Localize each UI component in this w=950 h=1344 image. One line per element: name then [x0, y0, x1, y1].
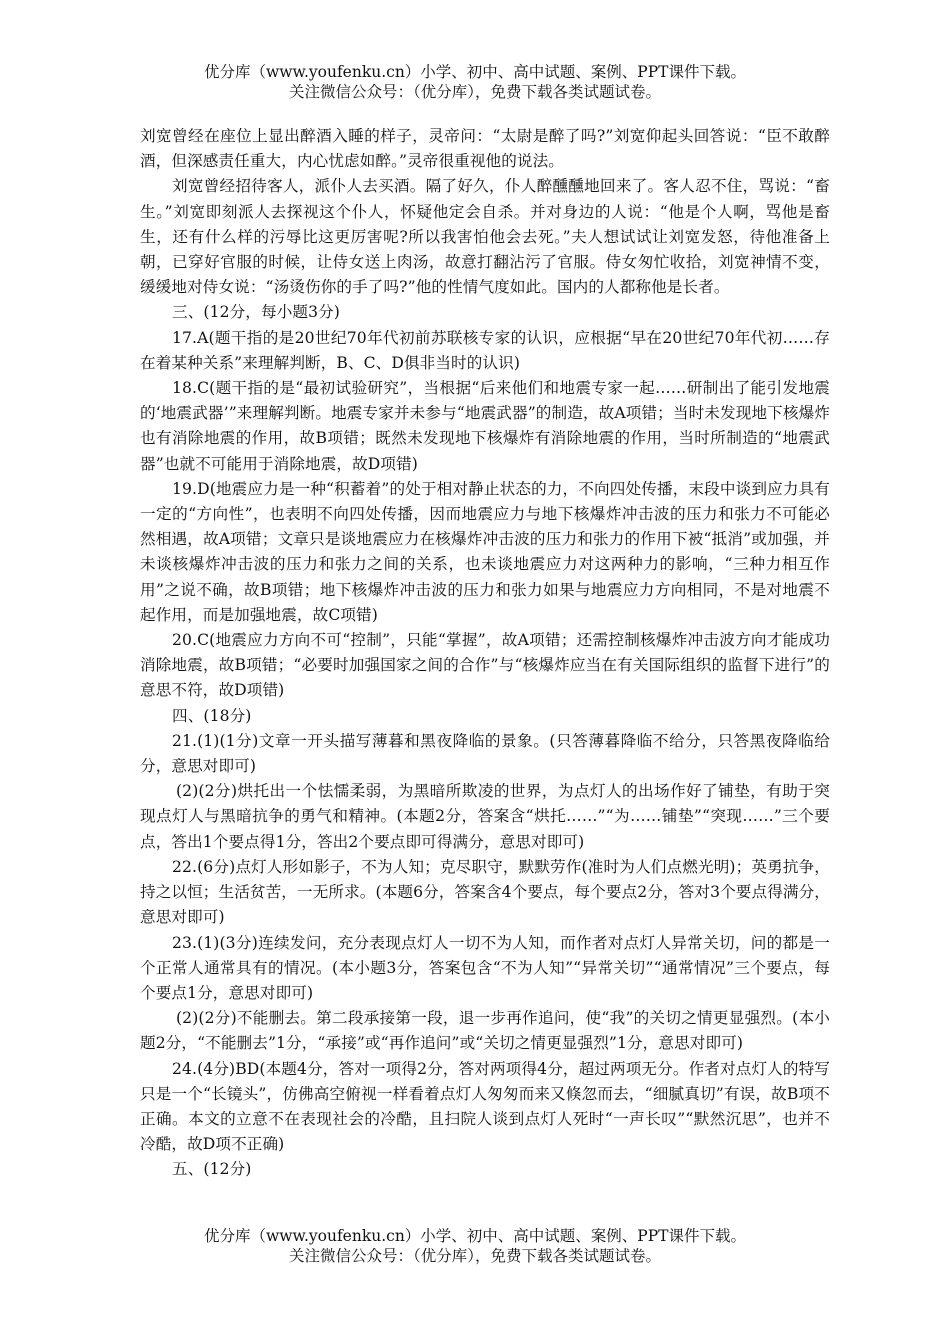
paragraph: 刘宽曾经招待客人，派仆人去买酒。隔了好久，仆人醉醺醺地回来了。客人忍不住，骂说：“畜生。”刘宽即刻派人去探视这个仆人，怀疑他定会自杀。并对身边的人说：“他是个人啊，骂他是畜生，还有什么样的污辱比这更厉害呢?所以我害怕他会去死。”夫人想试试让刘宽发怒，待他准备上朝，已穿好官服的时候，让侍女送上肉汤，故意打翻沾污了官服。侍女匆忙收拾，刘宽神情不变，缓缓地对侍女说：“汤烫伤你的手了吗?”他的性情气度如此。国内的人都称他是长者。 — [140, 177, 830, 297]
answer-item: 20.C(地震应力方向不可“控制”，只能“掌握”，故A项错；还需控制核爆炸冲击波方向才能成功消除地震，故B项错；“必要时加强国家之间的合作”与“核爆炸应当在有关国际组织的监督下进行”的意思不符，故D项错) — [140, 631, 830, 700]
answer-subitem: (2)(2分)不能删去。第二段承接第一段，退一步再作追问，使“我”的关切之情更显强烈。(本小题2分，“不能删去”1分，“承接”或“再作追问”或“关切之情更显强烈”1分，意思对即可) — [140, 1009, 830, 1053]
answer-item: 17.A(题干指的是20世纪70年代初前苏联核专家的认识，应根据“早在20世纪70年代初……存在着某种关系”来理解判断，B、C、D俱非当时的认识) — [140, 328, 830, 372]
answer-item: 19.D(地震应力是一种“积蓄着”的处于相对静止状态的力，不向四处传播，末段中谈到应力具有一定的“方向性”，也表明不向四处传播，因而地震应力与地下核爆炸冲击波的压力和张力不可能必然相遇，故A项错；文章只是谈地震应力在核爆炸冲击波的压力和张力的作用下被“抵消”或加强，并未谈核爆炸冲击波的压力和张力之间的关系，也未谈地震应力对这两种力的影响，“三种力相互作用”之说不确，故B项错；地下核爆炸冲击波的压力和张力如果与地震应力方向相同，不是对地震不起作用，而是加强地震，故C项错) — [140, 479, 830, 624]
page-header — [0, 62, 950, 102]
footer-line-1: 优分库（www.youfenku.cn）小学、初中、高中试题、案例、PPT课件下载。 — [203, 1227, 747, 1245]
page-footer — [0, 1226, 950, 1266]
footer-line-2: 关注微信公众号：（优分库），免费下载各类试题试卷。 — [288, 1247, 661, 1265]
answer-body — [140, 124, 830, 1183]
answer-item: 24.(4分)BD(本题4分，答对一项得2分，答对两项得4分，超过两项无分。作者对点灯人的特写只是一个“长镜头”，仿佛高空俯视一样看着点灯人匆匆而来又倏忽而去，“细腻真切”有误，故B项不正确。本文的立意不在表现社会的冷酷，且扫院人谈到点灯人死时“一声长叹”“默然沉思”，也并不冷酷，故D项不正确) — [140, 1059, 830, 1154]
answer-item: 21.(1)(1分)文章一开头描写薄暮和黑夜降临的景象。(只答薄暮降临不给分，只答黑夜降临给分，意思对即可) — [140, 731, 830, 776]
section-heading: 五、(12分) — [172, 1160, 252, 1179]
answer-item: 23.(1)(3分)连续发问，充分表现点灯人一切不为人知，而作者对点灯人异常关切，问的都是一个正常人通常具有的情况。(本小题3分，答案包含“不为人知”“异常关切”“通常情况”三个要点，每个要点1分，意思对即可) — [140, 933, 830, 1002]
header-line-1: 优分库（www.youfenku.cn）小学、初中、高中试题、案例、PPT课件下载。 — [203, 63, 747, 81]
answer-item: 22.(6分)点灯人形如影子，不为人知；克尽职守，默默劳作(准时为人们点燃光明)；英勇抗争，持之以恒；生活贫苦，一无所求。(本题6分，答案含4个要点，每个要点2分，答对3个要点得满分，意思对即可) — [140, 857, 830, 927]
section-heading: 四、(18分) — [172, 706, 252, 725]
paragraph: 刘宽曾经在座位上显出醉酒入睡的样子，灵帝问：“太尉是醉了吗?”刘宽仰起头回答说：“臣不敢醉酒，但深感责任重大，内心忧虑如醉。”灵帝很重视他的说法。 — [140, 127, 830, 171]
section-heading: 三、(12分，每小题3分) — [172, 303, 340, 322]
answer-subitem: (2)(2分)烘托出一个怯懦柔弱，为黑暗所欺凌的世界，为点灯人的出场作好了铺垫，有助于突现点灯人与黑暗抗争的勇气和精神。(本题2分，答案含“烘托……”“为……铺垫”“突现……”三个要点，答出1个要点得1分，答出2个要点即可得满分，意思对即可) — [140, 782, 830, 851]
header-line-2: 关注微信公众号：（优分库），免费下载各类试题试卷。 — [288, 83, 661, 101]
answer-item: 18.C(题干指的是“最初试验研究”，当根据“后来他们和地震专家一起……研制出了能引发地震的‘地震武器’”来理解判断。地震专家并未参与“地震武器”的制造，故A项错；当时未发现地下核爆炸也有消除地震的作用，故B项错；既然未发现地下核爆炸有消除地震的作用，当时所制造的“地震武器”也就不可能用于消除地震，故D项错) — [140, 379, 830, 473]
